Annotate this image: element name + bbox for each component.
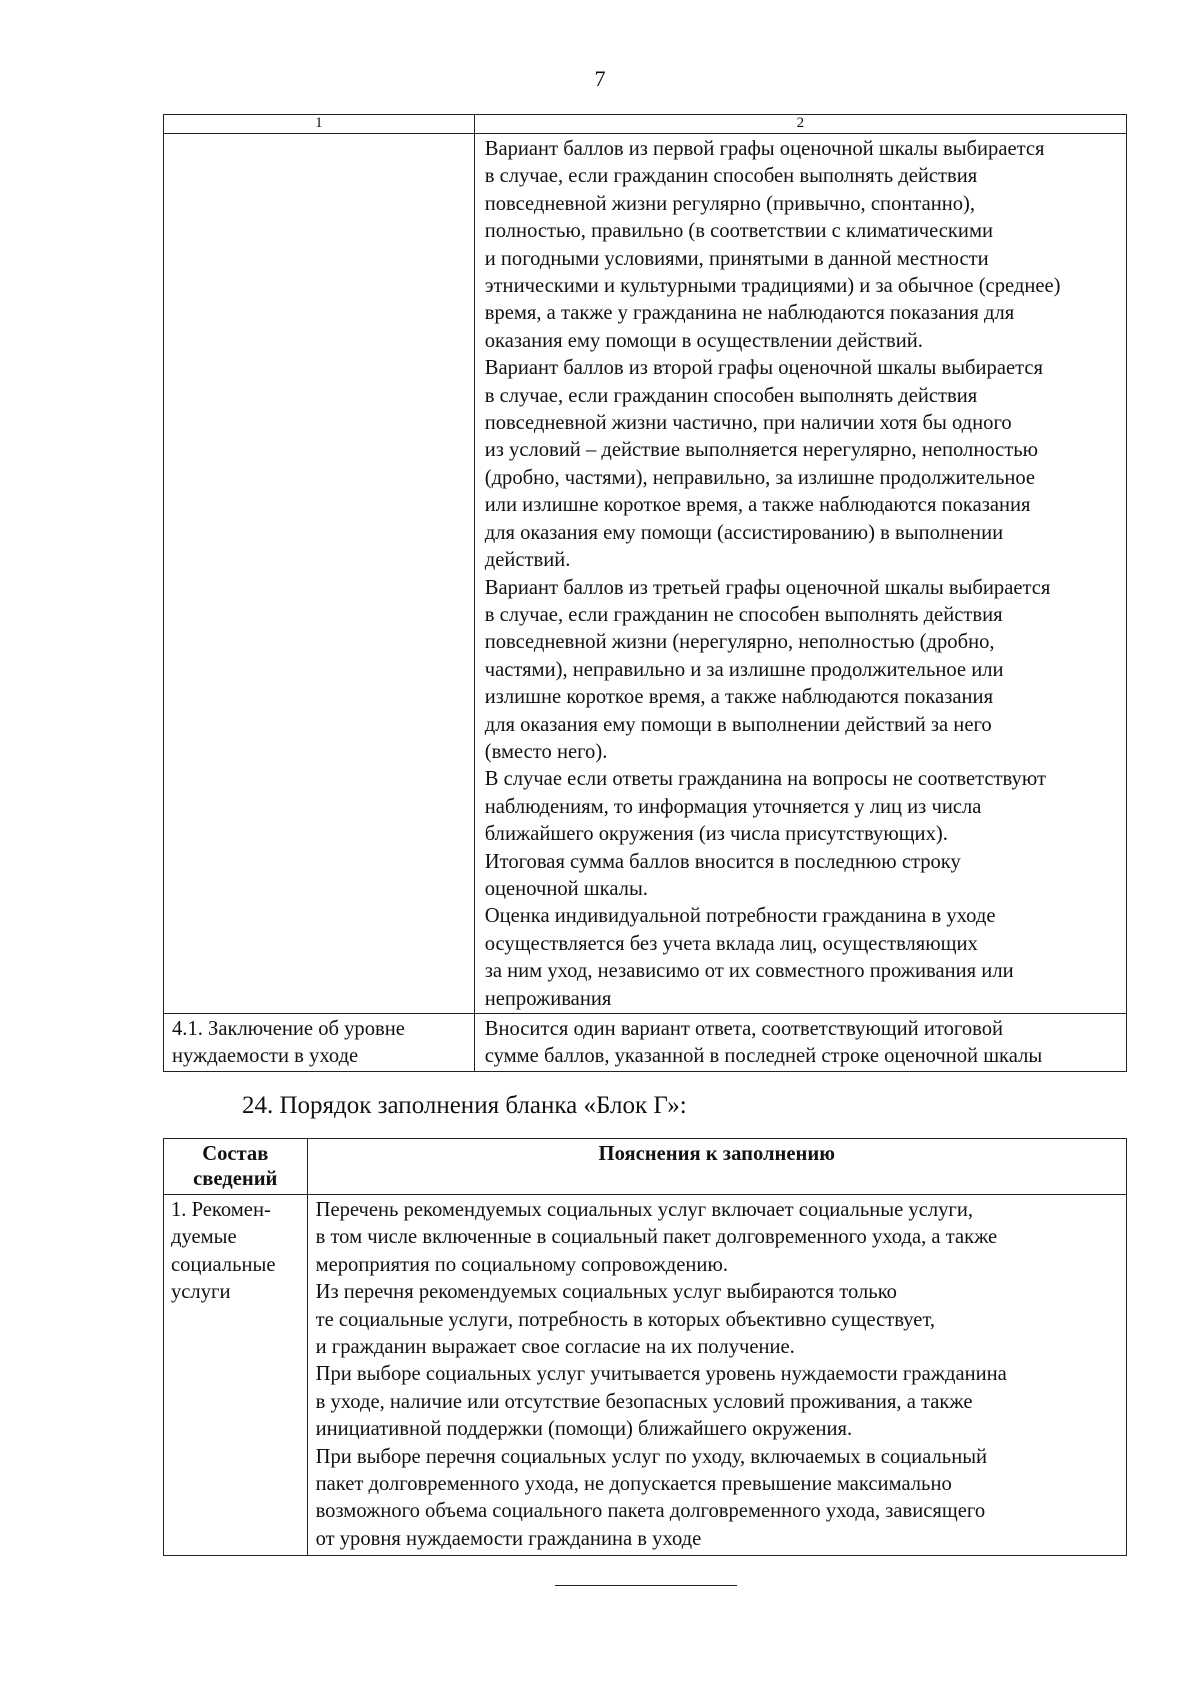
- care-need-conclusion-explanation: [474, 1014, 1126, 1072]
- text-line: в случае, если гражданин не способен выполнять действия: [484, 603, 1003, 626]
- paragraph-services-criteria: [316, 1361, 1120, 1443]
- text-line: из условий – действие выполняется нерегулярно, неполностью: [484, 439, 1039, 462]
- section-heading-24: 24. Порядок заполнения бланка «Блок Г»:: [242, 1092, 687, 1119]
- paragraph-services-selection: [316, 1279, 1120, 1361]
- text-line: и погодными условиями, принятыми в данной местности: [484, 247, 989, 270]
- text-line: в случае, если гражданин способен выполнять действия: [484, 165, 978, 188]
- text-line: повседневной жизни (нерегулярно, неполностью (дробно,: [484, 631, 995, 654]
- table-row-recommended-services: [164, 1195, 1127, 1556]
- text-line: Состав: [202, 1143, 269, 1165]
- text-line: инициативной поддержки (помощи) ближайшего окружения.: [315, 1418, 853, 1441]
- table-header-row: [164, 115, 1127, 134]
- text-line: этническими и культурными традициями) и за обычное (среднее): [484, 275, 1061, 298]
- text-line: услуги: [171, 1281, 231, 1304]
- text-line: Итоговая сумма баллов вносится в последнюю строку: [484, 850, 961, 873]
- text-line: Вариант баллов из третьей графы оценочной шкалы выбирается: [484, 576, 1051, 599]
- text-line: за ним уход, независимо от их совместного проживания или: [484, 960, 1014, 983]
- text-line: Перечень рекомендуемых социальных услуг включает социальные услуги,: [315, 1199, 974, 1221]
- text-line: сведений: [193, 1168, 278, 1190]
- text-line: 4.1. Заключение об уровне: [172, 1018, 405, 1040]
- text-line: действий.: [484, 549, 571, 572]
- paragraph-services-list: [316, 1197, 1120, 1279]
- column-number-1: 1: [164, 115, 475, 134]
- text-line: социальные: [171, 1253, 276, 1276]
- text-line: сумме баллов, указанной в последней строке оценочной шкалы: [484, 1045, 1043, 1068]
- end-of-document-rule: [555, 1585, 737, 1586]
- text-line: наблюдениям, то информация уточняется у лиц из числа: [484, 795, 982, 818]
- text-line: Из перечня рекомендуемых социальных услуг выбираются только: [315, 1281, 897, 1304]
- text-line: дуемые: [171, 1226, 237, 1249]
- text-line: в том числе включенные в социальный пакет долговременного ухода, а также: [315, 1226, 998, 1249]
- header-filling-explanations: Пояснения к заполнению: [307, 1139, 1126, 1195]
- text-line: или излишне короткое время, а также наблюдаются показания: [484, 494, 1031, 517]
- text-line: ближайшего окружения (из числа присутствующих).: [484, 823, 948, 846]
- empty-left-cell: [164, 134, 475, 1014]
- text-line: частями), неправильно и за излишне продолжительное или: [484, 658, 1004, 681]
- scoring-rules-cell: [474, 134, 1126, 1014]
- table-header-row: [164, 1139, 1127, 1195]
- text-line: пакет долговременного ухода, не допускается превышение максимально: [315, 1473, 952, 1496]
- text-line: Вариант баллов из второй графы оценочной шкалы выбирается: [484, 357, 1043, 380]
- text-line: Оценка индивидуальной потребности гражданина в уходе: [484, 905, 996, 928]
- recommended-services-label: [164, 1195, 308, 1556]
- recommended-services-explanation: [307, 1195, 1126, 1556]
- text-line: При выборе перечня социальных услуг по уходу, включаемых в социальный: [315, 1445, 988, 1468]
- paragraph-second-column-rule: [485, 355, 1118, 574]
- text-line: непроживания: [484, 987, 612, 1010]
- text-line: время, а также у гражданина не наблюдаются показания для: [484, 302, 1015, 325]
- text-line: осуществляется без учета вклада лиц, осуществляющих: [484, 932, 978, 955]
- paragraph-third-column-rule: [485, 575, 1118, 767]
- text-line: 1. Рекомен-: [171, 1199, 271, 1221]
- blok-g-instructions-table: [163, 1138, 1127, 1556]
- text-line: повседневной жизни регулярно (привычно, спонтанно),: [484, 192, 976, 215]
- text-line: полностью, правильно (в соответствии с климатическими: [484, 220, 994, 243]
- text-line: повседневной жизни частично, при наличии хотя бы одного: [484, 412, 1012, 435]
- text-line: При выборе социальных услуг учитывается уровень нуждаемости гражданина: [315, 1363, 1007, 1386]
- table-row-scoring-rules: [164, 134, 1127, 1014]
- page-number: 7: [594, 66, 606, 91]
- text-line: от уровня нуждаемости гражданина в уходе: [315, 1527, 702, 1550]
- text-line: для оказания ему помощи (ассистированию) в выполнении: [484, 521, 1004, 544]
- paragraph-total-score: [485, 849, 1118, 904]
- paragraph-services-limit: [316, 1444, 1120, 1554]
- text-line: Вносится один вариант ответа, соответствующий итоговой: [484, 1018, 1004, 1040]
- text-line: оценочной шкалы.: [484, 877, 648, 900]
- text-line: (дробно, частями), неправильно, за излишне продолжительное: [484, 466, 1036, 489]
- paragraph-assessment-note: [485, 903, 1118, 1013]
- paragraph-clarification: [485, 766, 1118, 848]
- text-line: и гражданин выражает свое согласие на их получение.: [315, 1336, 795, 1359]
- text-line: Вариант баллов из первой графы оценочной шкалы выбирается: [484, 138, 1045, 160]
- text-line: в уходе, наличие или отсутствие безопасных условий проживания, а также: [315, 1390, 973, 1413]
- text-line: те социальные услуги, потребность в которых объективно существует,: [315, 1308, 936, 1331]
- table-row-care-need-conclusion: [164, 1014, 1127, 1072]
- paragraph-first-column-rule: [485, 136, 1118, 355]
- care-need-conclusion-label: [164, 1014, 475, 1072]
- text-line: (вместо него).: [484, 740, 608, 763]
- header-composition-of-info: [164, 1139, 308, 1195]
- text-line: оказания ему помощи в осуществлении действий.: [484, 329, 923, 352]
- text-line: мероприятия по социальному сопровождению.: [315, 1253, 728, 1276]
- text-line: излишне короткое время, а также наблюдаются показания: [484, 686, 994, 709]
- column-number-2: 2: [474, 115, 1126, 134]
- text-line: в случае, если гражданин способен выполнять действия: [484, 384, 978, 407]
- text-line: В случае если ответы гражданина на вопросы не соответствуют: [484, 768, 1046, 791]
- text-line: возможного объема социального пакета долговременного ухода, зависящего: [315, 1500, 986, 1523]
- blok-v-instructions-table: [163, 114, 1127, 1072]
- text-line: для оказания ему помощи в выполнении действий за него: [484, 713, 992, 736]
- text-line: нуждаемости в уходе: [172, 1045, 359, 1068]
